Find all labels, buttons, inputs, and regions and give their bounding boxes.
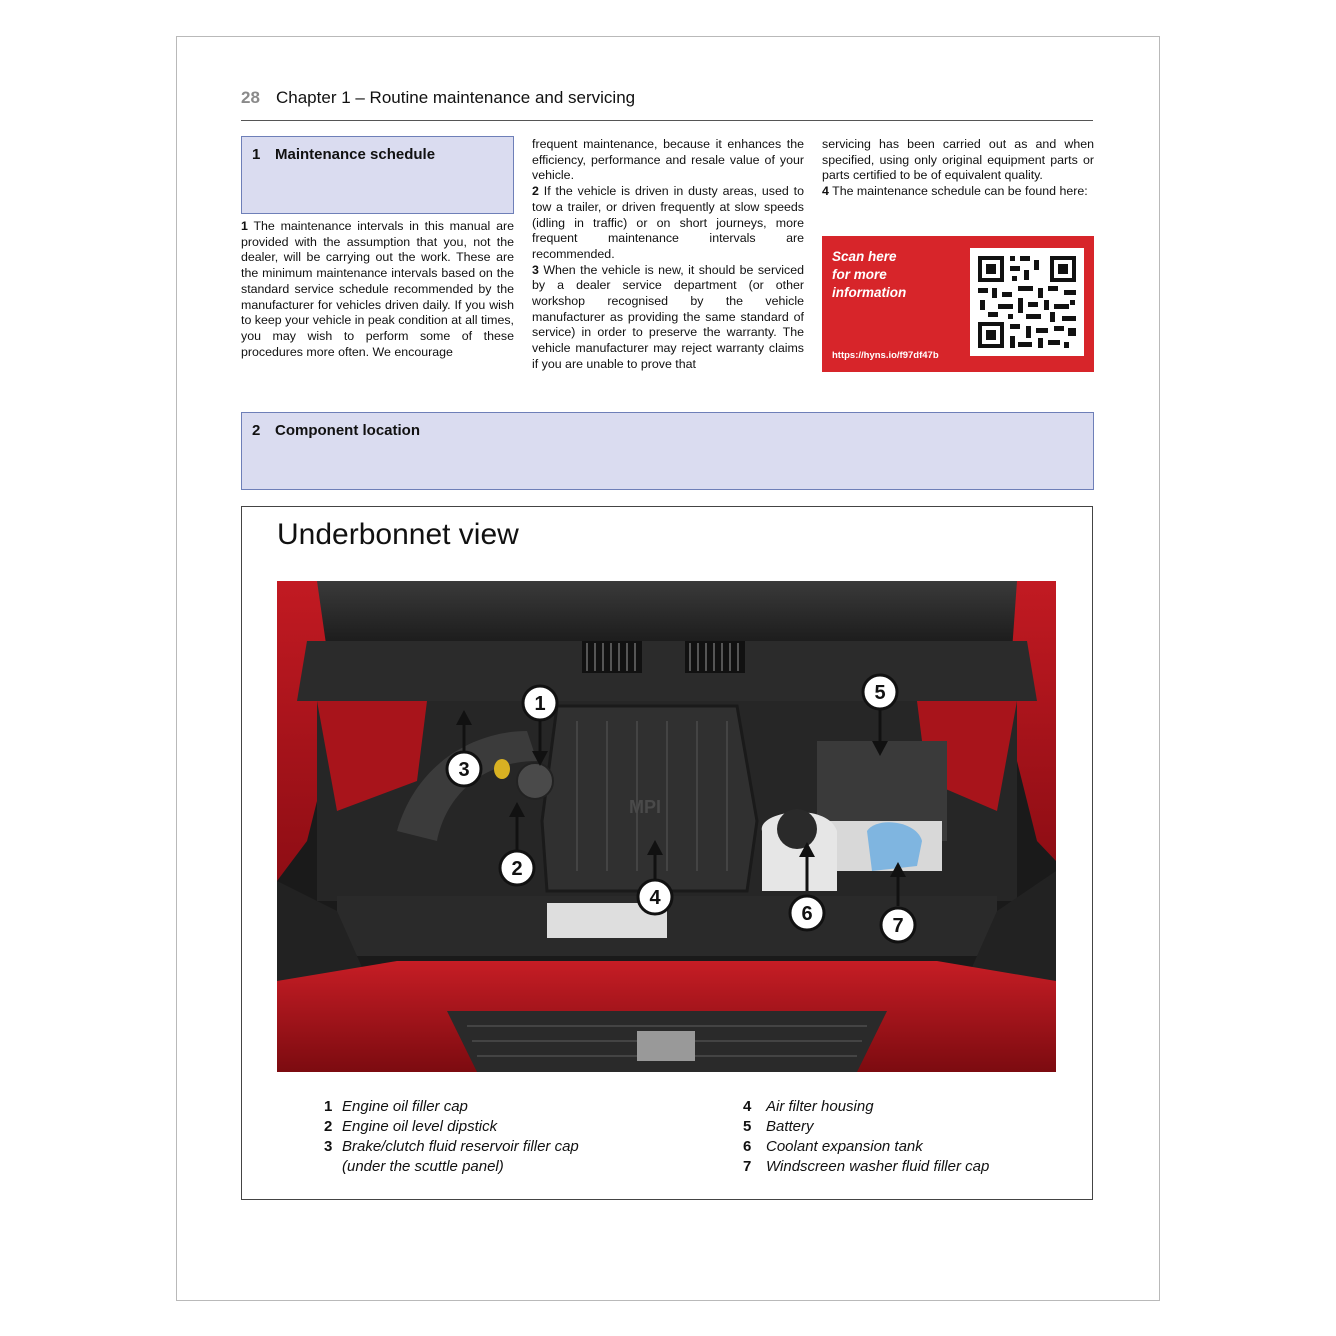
legend-text: Air filter housing	[766, 1098, 874, 1115]
section-title: Maintenance schedule	[275, 146, 436, 163]
legend-item	[324, 1097, 704, 1117]
paragraph	[532, 263, 804, 373]
callout-5: 5	[874, 682, 886, 704]
legend-text: Engine oil level dipstick	[342, 1118, 498, 1135]
paragraph	[822, 184, 1094, 200]
paragraph-number: 4	[822, 184, 829, 199]
legend-item	[743, 1157, 1083, 1177]
section-title: Component location	[275, 422, 420, 439]
legend-item	[324, 1157, 704, 1177]
callout-2: 2	[511, 858, 523, 880]
paragraph-number: 2	[532, 184, 539, 199]
legend-number: 6	[743, 1138, 752, 1155]
paragraph: frequent maintenance, because it enhances the efficiency, performance and resale value of your vehicle.	[532, 137, 804, 183]
page-header	[241, 86, 1093, 121]
paragraph-text: The maintenance schedule can be found here:	[828, 184, 1088, 199]
paragraph	[532, 184, 804, 263]
legend-number: 7	[743, 1158, 752, 1175]
scan-line: for more	[832, 267, 887, 282]
qr-url[interactable]: https://hyns.io/f97df47b	[832, 350, 939, 361]
legend-item	[743, 1097, 1083, 1117]
legend-number: 3	[324, 1138, 333, 1155]
section-number: 1	[252, 146, 261, 163]
figure-title: Underbonnet view	[277, 518, 519, 551]
callout-3: 3	[458, 759, 470, 781]
chapter-title: Chapter 1 – Routine maintenance and servicing	[276, 88, 636, 107]
legend-text: (under the scuttle panel)	[342, 1158, 504, 1175]
callout-7: 7	[892, 915, 904, 937]
legend-text: Battery	[766, 1118, 814, 1135]
legend-left	[324, 1097, 704, 1177]
paragraph-text: When the vehicle is new, it should be serviced by a dealer service department (or other workshop recognised by the vehicle manufacturer as providing the same standard of service) in order to preserve the warranty. The vehicle manufacturer may reject warranty claims if you are unable to prove that	[532, 262, 804, 371]
scan-prompt	[832, 248, 942, 302]
legend-text: Windscreen washer fluid filler cap	[766, 1158, 990, 1175]
legend-text: Coolant expansion tank	[766, 1138, 923, 1155]
scan-line: information	[832, 285, 907, 300]
legend-text: Brake/clutch fluid reservoir filler cap	[342, 1138, 579, 1155]
section-heading-component-location	[241, 412, 1094, 490]
paragraph	[241, 219, 514, 360]
engine-cover-badge: MPI	[628, 797, 662, 817]
paragraph: servicing has been carried out as and when specified, using only original equipment parts or parts certified to be of equivalent quality.	[822, 137, 1094, 183]
legend-item	[324, 1117, 704, 1137]
paragraph-number: 3	[532, 262, 539, 277]
legend-item	[324, 1137, 704, 1157]
legend-number: 2	[324, 1118, 333, 1135]
paragraph-text: The maintenance intervals in this manual are provided with the assumption that you, not the dealer, will be carrying out the work. These are the minimum maintenance intervals based on the standard service schedule recommended by the manufacturer for vehicles driven daily. If you wish to keep your vehicle in peak condition at all times, you may wish to perform some of these procedures more often. We encourage	[241, 219, 514, 359]
legend-right	[743, 1097, 1083, 1177]
legend-text: Engine oil filler cap	[342, 1098, 468, 1115]
paragraph-number: 1	[241, 219, 248, 233]
section-heading-maintenance-schedule	[241, 136, 514, 214]
text-column-3	[822, 137, 1094, 200]
paragraph-text: If the vehicle is driven in dusty areas, used to tow a trailer, or driven frequently at slow speeds (idling in traffic) or on short journeys, more frequent maintenance intervals are recommended.	[532, 184, 804, 261]
engine-bay-photo	[277, 581, 1056, 1072]
qr-code-icon[interactable]	[970, 248, 1084, 356]
callout-6: 6	[801, 903, 813, 925]
text-column-2	[532, 137, 804, 373]
legend-item	[743, 1137, 1083, 1157]
callout-4: 4	[649, 887, 661, 909]
legend-number: 4	[743, 1098, 752, 1115]
qr-scan-box[interactable]	[822, 236, 1094, 372]
legend-number: 5	[743, 1118, 752, 1135]
legend-item	[743, 1117, 1083, 1137]
section-number: 2	[252, 422, 261, 439]
legend-number: 1	[324, 1098, 333, 1115]
page-number: 28	[241, 88, 260, 107]
scan-line: Scan here	[832, 249, 897, 264]
callout-1: 1	[534, 693, 546, 715]
text-column-1	[241, 219, 514, 360]
